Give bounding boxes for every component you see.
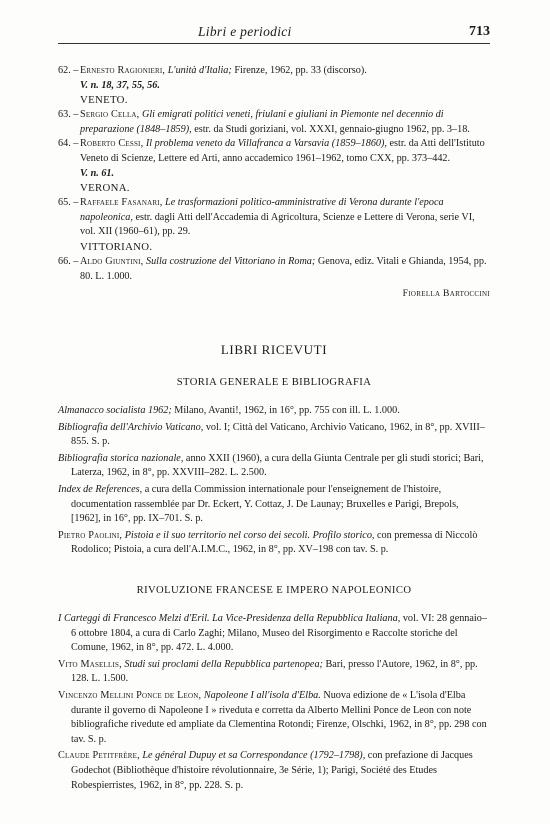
book-title: Le général Dupuy et sa Correspondance (1792–1798),	[139, 750, 366, 762]
book-author: Vincenzo Mellini Ponce de Leon,	[58, 689, 202, 701]
region-heading-veneto: VENETO.	[80, 94, 128, 107]
book-author: Claude Petitfrère,	[58, 750, 140, 762]
bib-entry-63	[58, 108, 490, 137]
received-book-entry	[58, 612, 490, 656]
entry-see-also: V. n. 61.	[80, 167, 115, 179]
received-book-entry	[58, 658, 490, 687]
received-book-entry	[58, 529, 490, 558]
book-title: I Carteggi di Francesco Melzi d'Eril. La Vice-Presidenza della Repubblica Italiana,	[58, 613, 401, 624]
book-details: vol. I; Città del Vaticano, Archivio Vaticano, 1962, in 8°, pp. XVIII–855. S. p.	[71, 421, 485, 448]
entry-title: Sulla costruzione del Vittoriano in Roma;	[145, 255, 316, 267]
entry-details: Genova, ediz. Vitali e Ghianda, 1954, pp. 80. L. 1.000.	[80, 255, 487, 282]
book-details: anno XXII (1960), a cura della Giunta Centrale per gli studi storici; Bari, Laterza, 1962, in 8°, pp. XXVIII–282. L. 2.500.	[71, 452, 484, 479]
entry-author: Aldo Giuntini,	[80, 255, 144, 267]
book-title: Almanacco socialista 1962;	[58, 405, 172, 416]
entry-author: Raffaele Fasanari,	[80, 197, 163, 209]
bibliography-block	[58, 64, 490, 302]
received-book-entry	[58, 749, 490, 793]
book-details: Bari, presso l'Autore, 1962, in 8°, pp. 128. L. 1.500.	[71, 658, 478, 685]
header-rule	[58, 43, 490, 44]
bib-entry-62	[58, 64, 490, 93]
book-details: vol. VI: 28 gennaio–6 ottobre 1804, a cura di Carlo Zaghi; Milano, Museo del Risorgimento e Raccolte storiche del Comune, 1962, in 8°, pp. 472. L. 4.000.	[71, 613, 487, 654]
section-heading-rivoluzione-francese: RIVOLUZIONE FRANCESE E IMPERO NAPOLEONICO	[136, 585, 412, 596]
received-books-list-1	[58, 404, 490, 560]
entry-number: 63. –	[58, 109, 79, 121]
entry-title: L'unità d'Italia;	[167, 65, 232, 76]
book-title: Index de References,	[58, 483, 143, 495]
book-details: con premessa di Niccolò Rodolico; Pistoia, a cura dell'A.I.M.C., 1962, in 8°, pp. XV–198 con tav. S. p.	[71, 529, 478, 556]
running-header	[58, 22, 490, 44]
entry-details: Firenze, 1962, pp. 33 (discorso).	[231, 65, 367, 76]
running-title: Libri e periodici	[198, 24, 292, 39]
entry-see-also: V. n. 18, 37, 55, 56.	[80, 79, 160, 91]
entry-title: Il problema veneto da Villafranca a Varsavia (1859–1860),	[145, 138, 387, 150]
reviewer-signature: Fiorella Bartoccini	[402, 288, 490, 300]
section-heading-storia-generale: STORIA GENERALE E BIBLIOGRAFIA	[176, 377, 372, 388]
book-title: Bibliografia dell'Archivio Vaticano,	[58, 421, 204, 433]
page-number: 713	[469, 24, 490, 39]
region-heading-verona: VERONA.	[80, 182, 130, 195]
bib-entry-65	[58, 196, 490, 240]
book-title: Bibliografia storica nazionale,	[58, 452, 184, 464]
bib-entry-66	[58, 255, 490, 284]
received-book-entry	[58, 689, 490, 747]
entry-author: Ernesto Ragionieri,	[80, 65, 166, 76]
entry-details: estr. dagli Atti dell'Accademia di Agricoltura, Scienze e Lettere di Verona, serie VI, vol. XII (1960–61), pp. 29.	[80, 211, 475, 238]
entry-number: 64. –	[58, 138, 79, 150]
entry-title: Le trasformazioni politico-amministrative di Verona durante l'epoca napoleonica,	[80, 197, 444, 223]
book-author: Pietro Paolini,	[58, 529, 123, 541]
entry-number: 65. –	[58, 197, 79, 209]
book-title: Studi sui proclami della Repubblica partenopea;	[121, 658, 323, 670]
book-details: a cura della Commission internationale pour l'enseignement de l'histoire, documentation rassemblée par Dr. Eckert, Y. Cottaz, J. De Launay; Bruxelles e Parigi, Brepols, [1962], in 16°, pp. IX–701. S. p.	[71, 483, 459, 525]
entry-number: 66. –	[58, 255, 79, 267]
entry-details: estr. da Atti dell'Istituto Veneto di Scienze, Lettere ed Arti, anno accademico 1961–1962, tomo CXX, pp. 373–442.	[80, 138, 485, 164]
book-title: Pistoia e il suo territorio nel corso dei secoli. Profilo storico,	[122, 529, 375, 541]
book-details: con prefazione di Jacques Godechot (Bibliothèque d'histoire révolutionnaire, 3e Série, 1); Parigi, Société des Etudes Robespierristes, 1962, in 8°, pp. 228. S. p.	[71, 750, 473, 791]
received-book-entry	[58, 483, 490, 527]
bib-entry-64	[58, 137, 490, 181]
received-book-entry	[58, 452, 490, 481]
libri-ricevuti-heading: LIBRI RICEVUTI	[220, 342, 328, 357]
received-books-list-2	[58, 612, 490, 795]
entry-details: estr. da Studi goriziani, vol. XXXI, gennaio-giugno 1962, pp. 3–18.	[191, 123, 470, 135]
received-book-entry	[58, 404, 490, 419]
entry-number: 62. –	[58, 65, 79, 76]
book-details: Milano, Avanti!, 1962, in 16°, pp. 755 con ill. L. 1.000.	[171, 405, 400, 416]
entry-author: Sergio Cella,	[80, 109, 140, 121]
book-author: Vito Masellis,	[58, 658, 122, 670]
book-title: Napoleone I all'isola d'Elba.	[201, 689, 321, 701]
entry-author: Roberto Cessi,	[80, 138, 144, 150]
entry-title: Gli emigrati politici veneti, friulani e giuliani in Piemonte nel decennio di preparazione (1848–1859),	[80, 109, 444, 135]
book-details: Nuova edizione de « L'isola d'Elba durante il governo di Napoleone I » riveduta e corretta da Alberto Mellini Ponce de Leon con note bibliografiche rivedute ed ampliate da Clementina Rotondi; Firenze, Olschki, 1962, in 8°, pp. 298 con tav. S. p.	[71, 689, 487, 745]
region-heading-vittoriano: VITTORIANO.	[80, 240, 153, 253]
received-book-entry	[58, 421, 490, 450]
